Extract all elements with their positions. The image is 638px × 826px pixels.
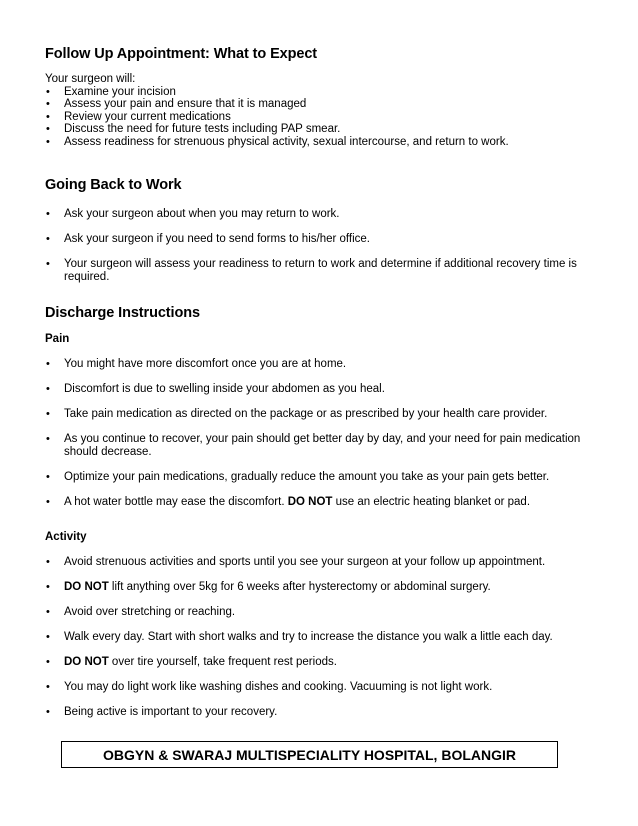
- list-item: [45, 656, 590, 669]
- list-item: [45, 496, 590, 509]
- list-item: • Assess your pain and ensure that it is managed: [45, 98, 509, 110]
- item-text: A hot water bottle may ease the discomfort.: [64, 495, 288, 508]
- list-item: • Ask your surgeon about when you may return to work.: [45, 208, 590, 221]
- warning-text: DO NOT: [64, 581, 109, 593]
- list-item: • Examine your incision: [45, 86, 509, 98]
- list-item: • Being active is important to your recovery.: [45, 706, 590, 719]
- work-list: [45, 208, 590, 296]
- list-item: • As you continue to recover, your pain should get better day by day, and your need for pain medication should decrease.: [45, 433, 590, 458]
- pain-list: [45, 358, 590, 521]
- list-item: [45, 581, 590, 594]
- pain-subheading: Pain: [45, 333, 70, 345]
- list-item: • Walk every day. Start with short walks and try to increase the distance you walk a little each day.: [45, 631, 590, 644]
- list-item: • Take pain medication as directed on the package or as prescribed by your health care provider.: [45, 408, 590, 421]
- item-text: use an electric heating blanket or pad.: [332, 495, 531, 508]
- list-item: • Optimize your pain medications, gradually reduce the amount you take as your pain gets better.: [45, 471, 590, 484]
- warning-text: DO NOT: [287, 495, 333, 508]
- list-item: • You may do light work like washing dishes and cooking. Vacuuming is not light work.: [45, 681, 590, 694]
- hospital-name: OBGYN & SWARAJ MULTISPECIALITY HOSPITAL, BOLANGIR: [102, 746, 516, 763]
- list-item: • Avoid strenuous activities and sports until you see your surgeon at your follow up appointment.: [45, 556, 590, 569]
- followup-intro: Your surgeon will:: [45, 73, 136, 85]
- item-text: over tire yourself, take frequent rest periods.: [108, 656, 337, 668]
- activity-subheading: Activity: [45, 531, 87, 543]
- list-item: • Assess readiness for strenuous physical activity, sexual intercourse, and return to work.: [45, 136, 509, 148]
- followup-list: [45, 86, 509, 148]
- discharge-heading: Discharge Instructions: [45, 305, 200, 321]
- list-item: • Review your current medications: [45, 111, 509, 123]
- work-heading: Going Back to Work: [45, 177, 182, 193]
- list-item: • Ask your surgeon if you need to send forms to his/her office.: [45, 233, 590, 246]
- item-text: lift anything over 5kg for 6 weeks after hysterectomy or abdominal surgery.: [108, 581, 491, 593]
- list-item: • You might have more discomfort once you are at home.: [45, 358, 590, 371]
- followup-heading: Follow Up Appointment: What to Expect: [45, 46, 318, 62]
- warning-text: DO NOT: [64, 656, 109, 668]
- list-item: • Avoid over stretching or reaching.: [45, 606, 590, 619]
- list-item: • Discomfort is due to swelling inside your abdomen as you heal.: [45, 383, 590, 396]
- hospital-footer: [61, 741, 558, 768]
- activity-list: [45, 556, 590, 731]
- list-item: • Discuss the need for future tests including PAP smear.: [45, 123, 509, 135]
- list-item: • Your surgeon will assess your readiness to return to work and determine if additional recovery time is required.: [45, 258, 590, 283]
